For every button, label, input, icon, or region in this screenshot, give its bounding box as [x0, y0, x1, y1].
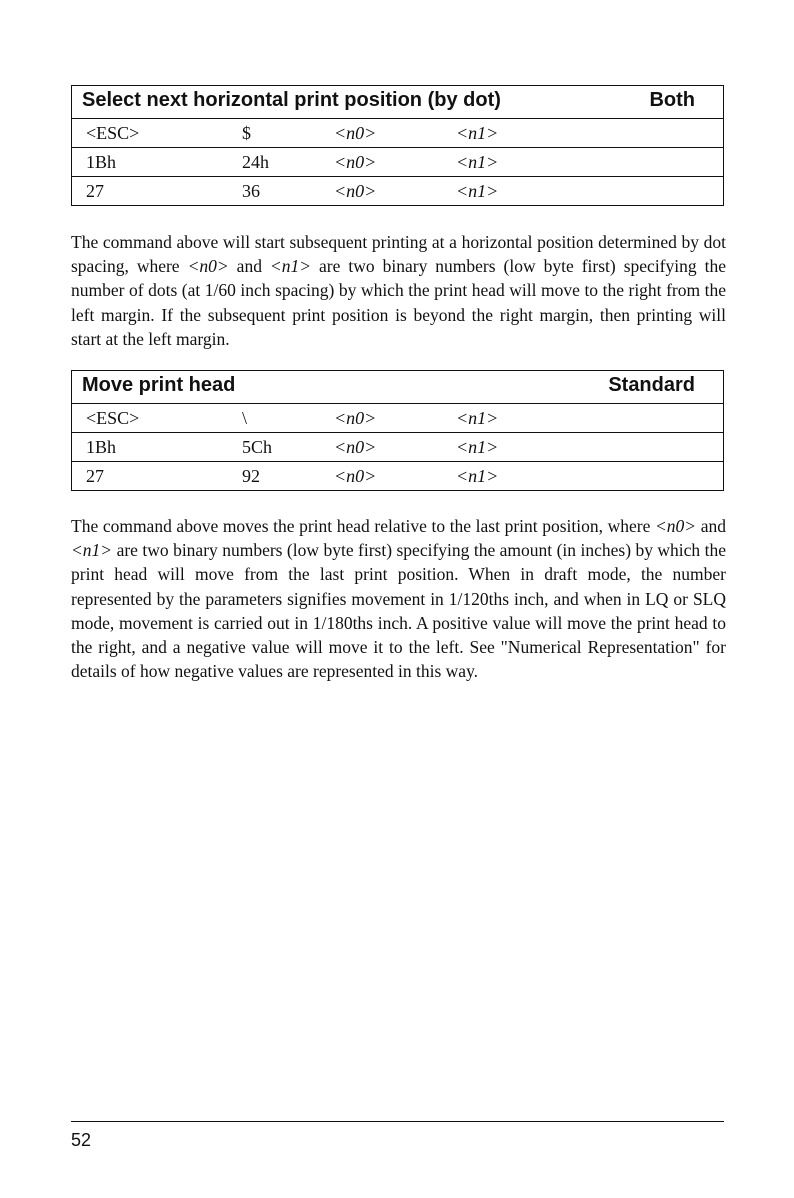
- cell: <n1>: [456, 181, 499, 201]
- cell: 5Ch: [242, 437, 273, 457]
- cell: <n0>: [334, 152, 377, 172]
- description-paragraph-1: [71, 230, 726, 351]
- cell: 1Bh: [86, 152, 117, 172]
- cell: <n0>: [334, 466, 377, 486]
- text: and: [228, 256, 270, 277]
- command-table-horizontal-position: [71, 85, 724, 206]
- cell: <n0>: [334, 123, 377, 143]
- cell: <n1>: [456, 152, 499, 172]
- cell: 27: [86, 181, 104, 201]
- text: are two binary numbers (low byte first) specifying the number of dots (at 1/60 inch spacing) by which the print head will move to the right from the left margin. If the subsequent print position is beyond the right margin, then printing will start at the left margin.: [71, 256, 726, 349]
- cell: 36: [242, 181, 260, 201]
- cell: <n1>: [456, 466, 499, 486]
- param-n0: <n0>: [654, 516, 697, 536]
- text: are two binary numbers (low byte first) specifying the amount (in inches) by which the print head will move from the last print position. When in draft mode, the number represented by the parameters signifies movement in 1/120ths inch, and when in LQ or SLQ mode, movement is carried out in 1/180ths inch. A positive value will move the print head to the right, and a negative value will move it to the left. See "Numerical Representation" for details of how negative values are represented in this way.: [71, 540, 726, 682]
- param-n0: <n0>: [187, 256, 229, 277]
- cell: \: [242, 408, 248, 428]
- command-title: Select next horizontal print position (by dot): [82, 89, 501, 111]
- table-row: [72, 404, 723, 433]
- text: The command above moves the print head relative to the last print position, where: [71, 516, 655, 536]
- text: The command above will start subsequent printing at a horizontal position determined by dot spacing, where: [71, 232, 726, 277]
- table-row: [72, 119, 723, 148]
- cell: <n0>: [334, 408, 377, 428]
- param-n1: <n1>: [71, 540, 113, 561]
- cell: 27: [86, 466, 104, 486]
- command-mode: Standard: [608, 374, 695, 396]
- cell: 1Bh: [86, 437, 117, 457]
- cell: 92: [242, 466, 260, 486]
- description-paragraph-2: [71, 514, 726, 683]
- page-number: 52: [71, 1130, 92, 1150]
- cell: <n0>: [334, 181, 377, 201]
- table-row: [72, 148, 723, 177]
- cell: <ESC>: [86, 408, 140, 428]
- command-mode: Both: [649, 89, 695, 111]
- cell: <ESC>: [86, 123, 140, 143]
- cell: 24h: [242, 152, 269, 172]
- table-row: [72, 177, 723, 205]
- command-table-move-print-head: [71, 370, 724, 491]
- cell: <n1>: [456, 408, 499, 428]
- param-n1: <n1>: [269, 256, 312, 277]
- footer-rule: [71, 1121, 724, 1122]
- table-row: [72, 462, 723, 490]
- text: and: [696, 516, 726, 536]
- table-row: [72, 433, 723, 462]
- cell: <n0>: [334, 437, 377, 457]
- cell: $: [242, 123, 251, 143]
- command-title: Move print head: [82, 374, 236, 396]
- cell: <n1>: [456, 123, 499, 143]
- command-header: [72, 86, 723, 119]
- command-header: [72, 371, 723, 404]
- cell: <n1>: [456, 437, 499, 457]
